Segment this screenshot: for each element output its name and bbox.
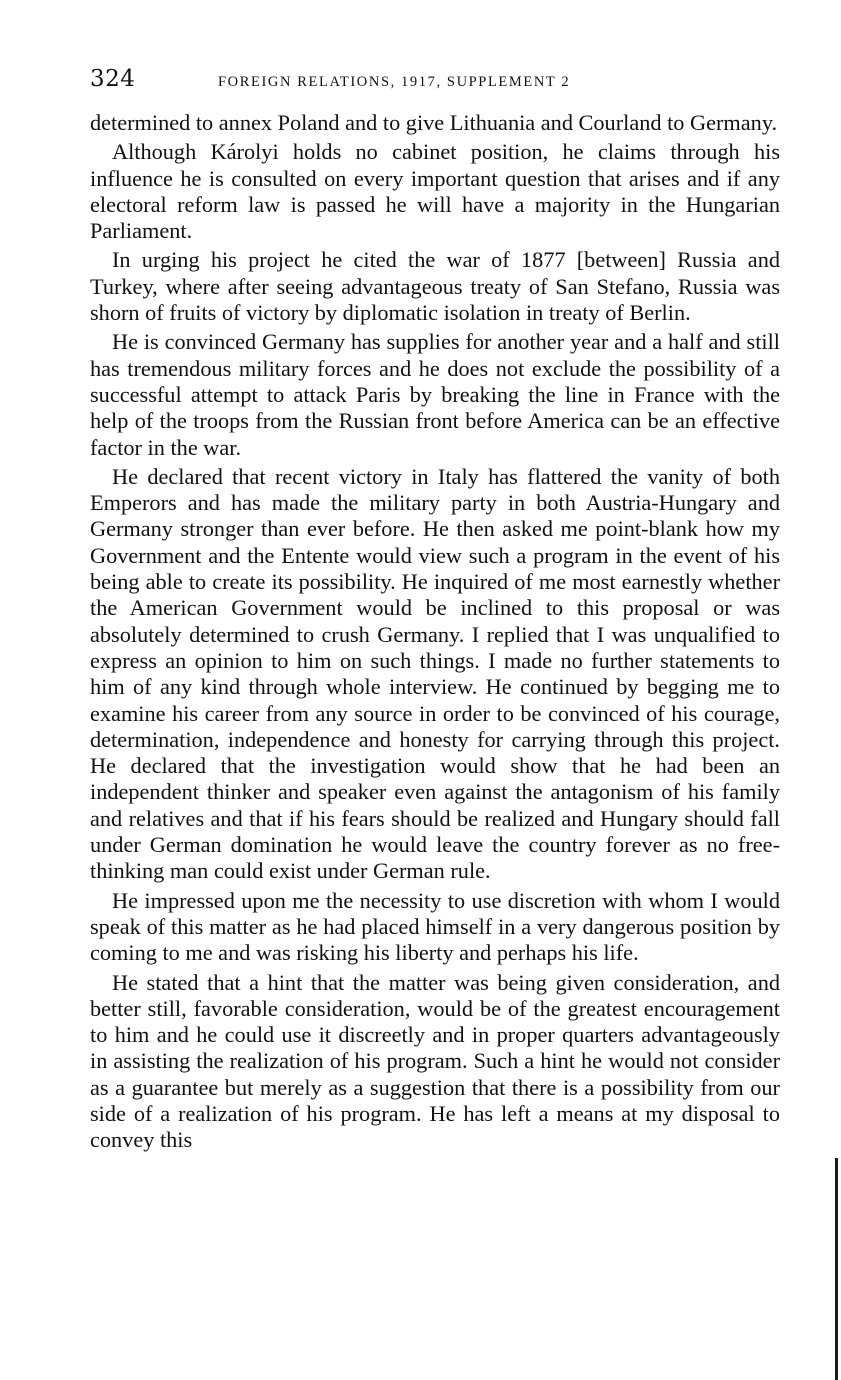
running-head: FOREIGN RELATIONS, 1917, SUPPLEMENT 2 — [218, 74, 571, 90]
document-page — [90, 66, 780, 1157]
paragraph: He is convinced Germany has supplies for another year and a half and still has tremendous military forces and he does not exclude the possibility of a successful attempt to attack Paris by breaking the line in France with the help of the troops from the Russian front before America can be an effective factor in the war. — [90, 329, 780, 460]
page-header — [90, 66, 780, 100]
scan-edge-line — [835, 1158, 838, 1380]
paragraph: He impressed upon me the necessity to use discretion with whom I would speak of this matter as he had placed himself in a very dangerous position by coming to me and was risking his liberty and perhaps his life. — [90, 887, 780, 966]
paragraph: Although Károlyi holds no cabinet position, he claims through his influence he is consulted on every important question that arises and if any electoral reform law is passed he will have a majority in the Hungarian Parliament. — [90, 139, 780, 244]
body-text — [90, 110, 780, 1154]
page-number: 324 — [90, 66, 136, 92]
paragraph: In urging his project he cited the war of 1877 [between] Russia and Turkey, where after seeing advantageous treaty of San Stefano, Russia was shorn of fruits of victory by diplomatic isolation in treaty of Berlin. — [90, 247, 780, 326]
paragraph: He declared that recent victory in Italy has flattered the vanity of both Emperors and has made the military party in both Austria-Hungary and Germany stronger than ever before. He then asked me point-blank how my Government and the Entente would view such a program in the event of his being able to create its possibility. He inquired of me most earnestly whether the American Government would be inclined to this proposal or was absolutely determined to crush Germany. I replied that I was unqualified to express an opinion to him on such things. I made no further statements to him of any kind through whole interview. He continued by begging me to examine his career from any source in order to be convinced of his courage, determination, independence and honesty for carrying through this project. He declared that the investigation would show that he had been an independent thinker and speaker even against the antagonism of his family and relatives and that if his fears should be realized and Hungary should fall under German domination he would leave the country forever as no free-thinking man could exist under German rule. — [90, 463, 780, 884]
paragraph: He stated that a hint that the matter was being given consideration, and better still, favorable consideration, would be of the greatest encouragement to him and he could use it discreetly and in proper quarters advantageously in assisting the realization of his program. Such a hint he would not consider as a guarantee but merely as a suggestion that there is a possibility from our side of a realization of his program. He has left a means at my disposal to convey this — [90, 969, 780, 1153]
paragraph: determined to annex Poland and to give Lithuania and Courland to Germany. — [90, 110, 778, 135]
